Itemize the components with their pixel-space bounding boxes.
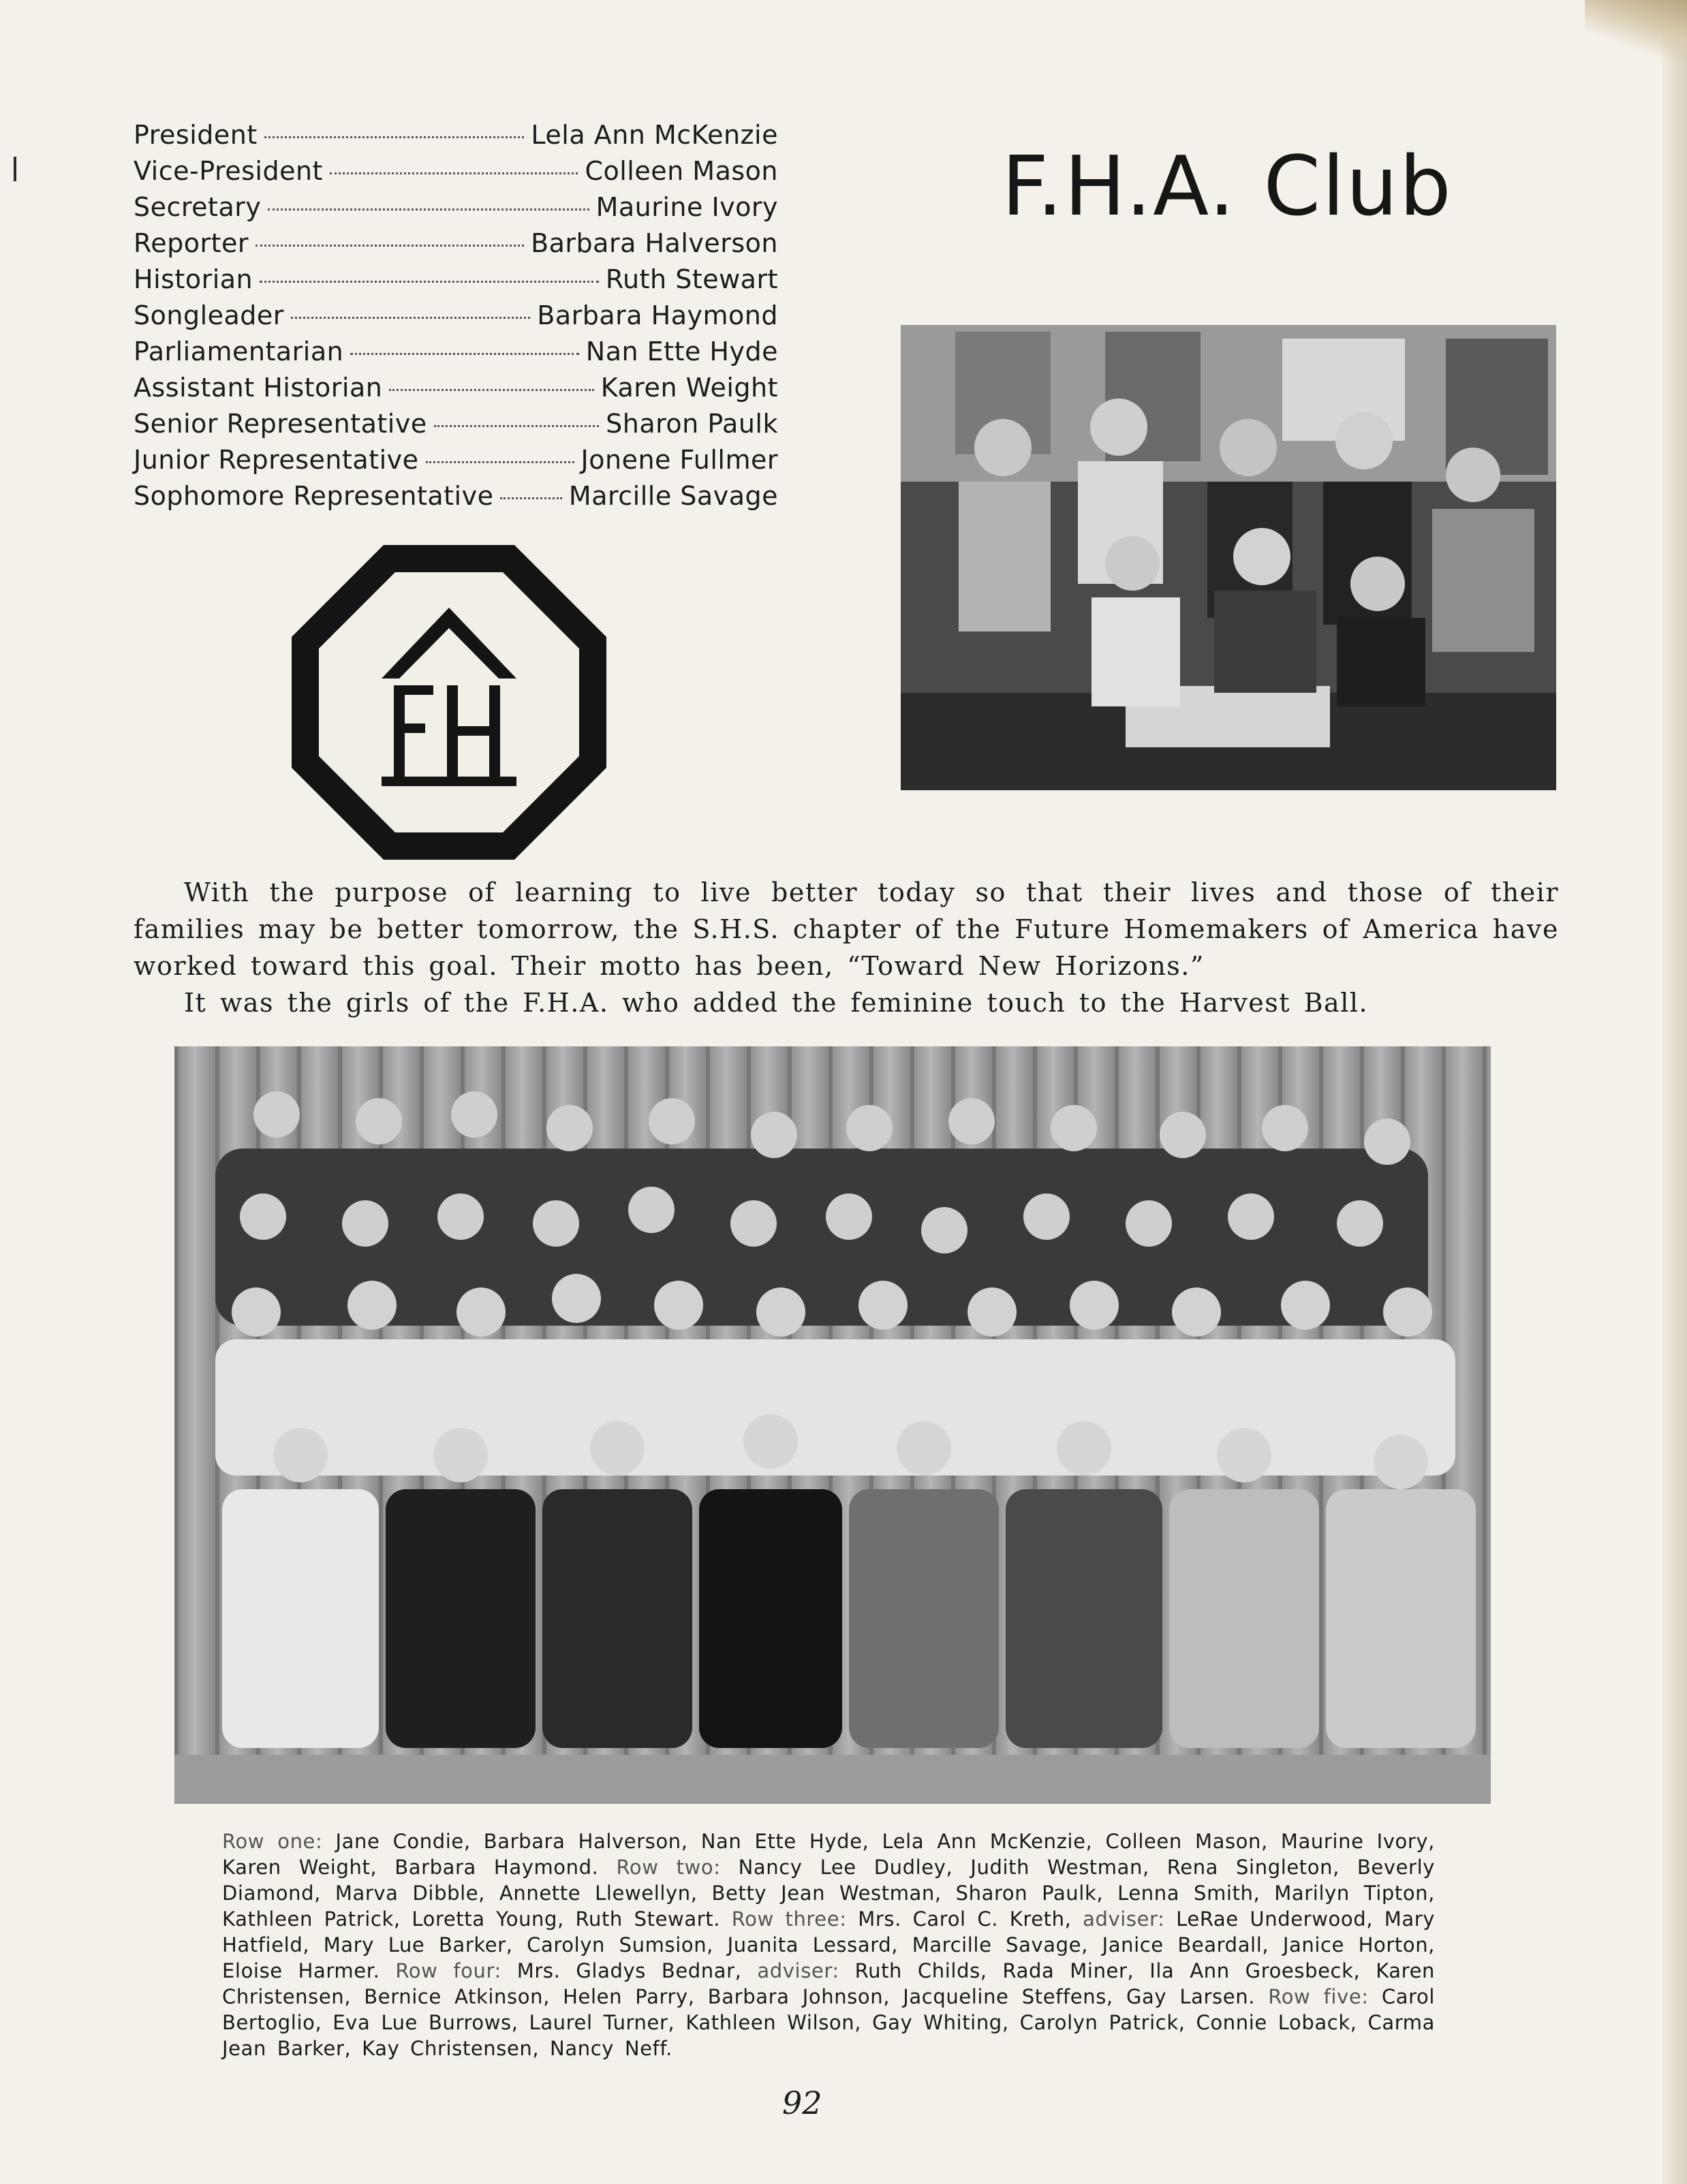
officer-title: Senior Representative (134, 409, 427, 439)
officer-name: Ruth Stewart (605, 264, 778, 294)
officer-row-reporter (134, 228, 778, 264)
officer-title: Historian (134, 264, 253, 294)
leader-dots (434, 425, 599, 427)
caption-row-label: Row three: (731, 1907, 847, 1931)
caption-row-names: Nancy Lee Dudley, Judith Westman, Rena Singleton, Beverly Diamond, Marva Dibble, Annette Llewellyn, Betty Jean Westman, Sharon Paulk, Lenna Smith, Marilyn Tipton, Kathleen Patrick, Loretta Young, Ruth Stewart. (222, 1856, 1436, 1931)
officer-name: Maurine Ivory (595, 192, 778, 222)
leader-dots (389, 389, 593, 391)
page-number: 92 (782, 2085, 822, 2121)
caption-row-names: Jane Condie, Barbara Halverson, Nan Ette Hyde, Lela Ann McKenzie, Colleen Mason, Maurine Ivory, Karen Weight, Barbara Haymond. (222, 1830, 1435, 1879)
officer-name: Sharon Paulk (606, 409, 778, 439)
officer-row-parliamentarian (134, 337, 778, 373)
group-photo (174, 1046, 1491, 1804)
caption-row-names: LeRae Underwood, Mary Hatfield, Mary Lue Barker, Carolyn Sumsion, Juanita Lessard, Marcille Savage, Janice Beardall, Janice Horton, Eloise Harmer. (222, 1907, 1435, 1982)
caption-row-label: Row one: (222, 1830, 323, 1853)
officer-title: Reporter (134, 228, 249, 258)
leader-dots (260, 281, 599, 283)
fha-emblem-logo (292, 545, 606, 860)
caption-row-names: Mrs. Gladys Bednar, (501, 1959, 758, 1982)
leader-dots (291, 317, 530, 319)
caption-row-label: Row two: (616, 1856, 721, 1879)
leader-dots (256, 245, 524, 247)
margin-mark (14, 157, 16, 181)
officer-row-president (134, 120, 778, 156)
officer-title: Vice-President (134, 156, 323, 186)
officer-row-historian (134, 264, 778, 300)
photo-caption (222, 1828, 1435, 2061)
caption-adviser-label: adviser: (1083, 1907, 1165, 1931)
officers-photo (901, 325, 1556, 790)
officer-title: Songleader (134, 300, 284, 330)
page-title: F.H.A. Club (1002, 140, 1453, 234)
page-edge (1662, 0, 1687, 2184)
officer-row-junior-rep (134, 445, 778, 481)
caption-row-label: Row five: (1268, 1985, 1369, 2008)
officer-name: Nan Ette Hyde (585, 337, 778, 366)
officer-name: Barbara Halverson (531, 228, 778, 258)
officer-title: President (134, 120, 258, 150)
officer-title: Assistant Historian (134, 373, 383, 403)
caption-row-names: Ruth Childs, Rada Miner, Ila Ann Groesbeck, Karen Christensen, Bernice Atkinson, Helen Parry, Barbara Johnson, Jacqueline Steffens, Gay Larsen. (222, 1959, 1435, 2008)
officer-row-songleader (134, 300, 778, 337)
club-description (134, 874, 1559, 1021)
officer-name: Jonene Fullmer (581, 445, 778, 475)
officer-name: Lela Ann McKenzie (531, 120, 778, 150)
officer-row-secretary (134, 192, 778, 228)
officer-title: Parliamentarian (134, 337, 344, 366)
officers-list (134, 120, 778, 517)
leader-dots (264, 136, 525, 138)
leader-dots (426, 461, 574, 463)
leader-dots (500, 497, 561, 499)
caption-row-label: Row four: (395, 1959, 501, 1982)
caption-adviser-label: adviser: (757, 1959, 839, 1982)
officer-name: Marcille Savage (568, 481, 778, 511)
officer-row-vice-president (134, 156, 778, 192)
leader-dots (350, 353, 579, 355)
officer-name: Barbara Haymond (537, 300, 778, 330)
officer-title: Junior Representative (134, 445, 419, 475)
caption-row-names: Carol Bertoglio, Eva Lue Burrows, Laurel Turner, Kathleen Wilson, Gay Whiting, Carolyn Patrick, Connie Loback, Carma Jean Barker, Kay Christensen, Nancy Neff. (222, 1985, 1435, 2060)
leader-dots (330, 172, 578, 174)
leader-dots (268, 208, 589, 210)
officer-row-sophomore-rep (134, 481, 778, 517)
officer-row-assistant-historian (134, 373, 778, 409)
officer-title: Secretary (134, 192, 262, 222)
page-corner-fold (1585, 0, 1687, 61)
caption-row-names: Mrs. Carol C. Kreth, (846, 1907, 1083, 1931)
officer-row-senior-rep (134, 409, 778, 445)
officer-title: Sophomore Representative (134, 481, 494, 511)
description-paragraph: It was the girls of the F.H.A. who added the feminine touch to the Harvest Ball. (184, 988, 1369, 1018)
description-paragraph: With the purpose of learning to live better today so that their lives and those of their families may be better tomorrow, the S.H.S. chapter of the Future Homemakers of America have worked toward this goal. Their motto has been, “Toward New Horizons.” (134, 877, 1559, 981)
officer-name: Colleen Mason (585, 156, 778, 186)
officer-name: Karen Weight (600, 373, 778, 403)
